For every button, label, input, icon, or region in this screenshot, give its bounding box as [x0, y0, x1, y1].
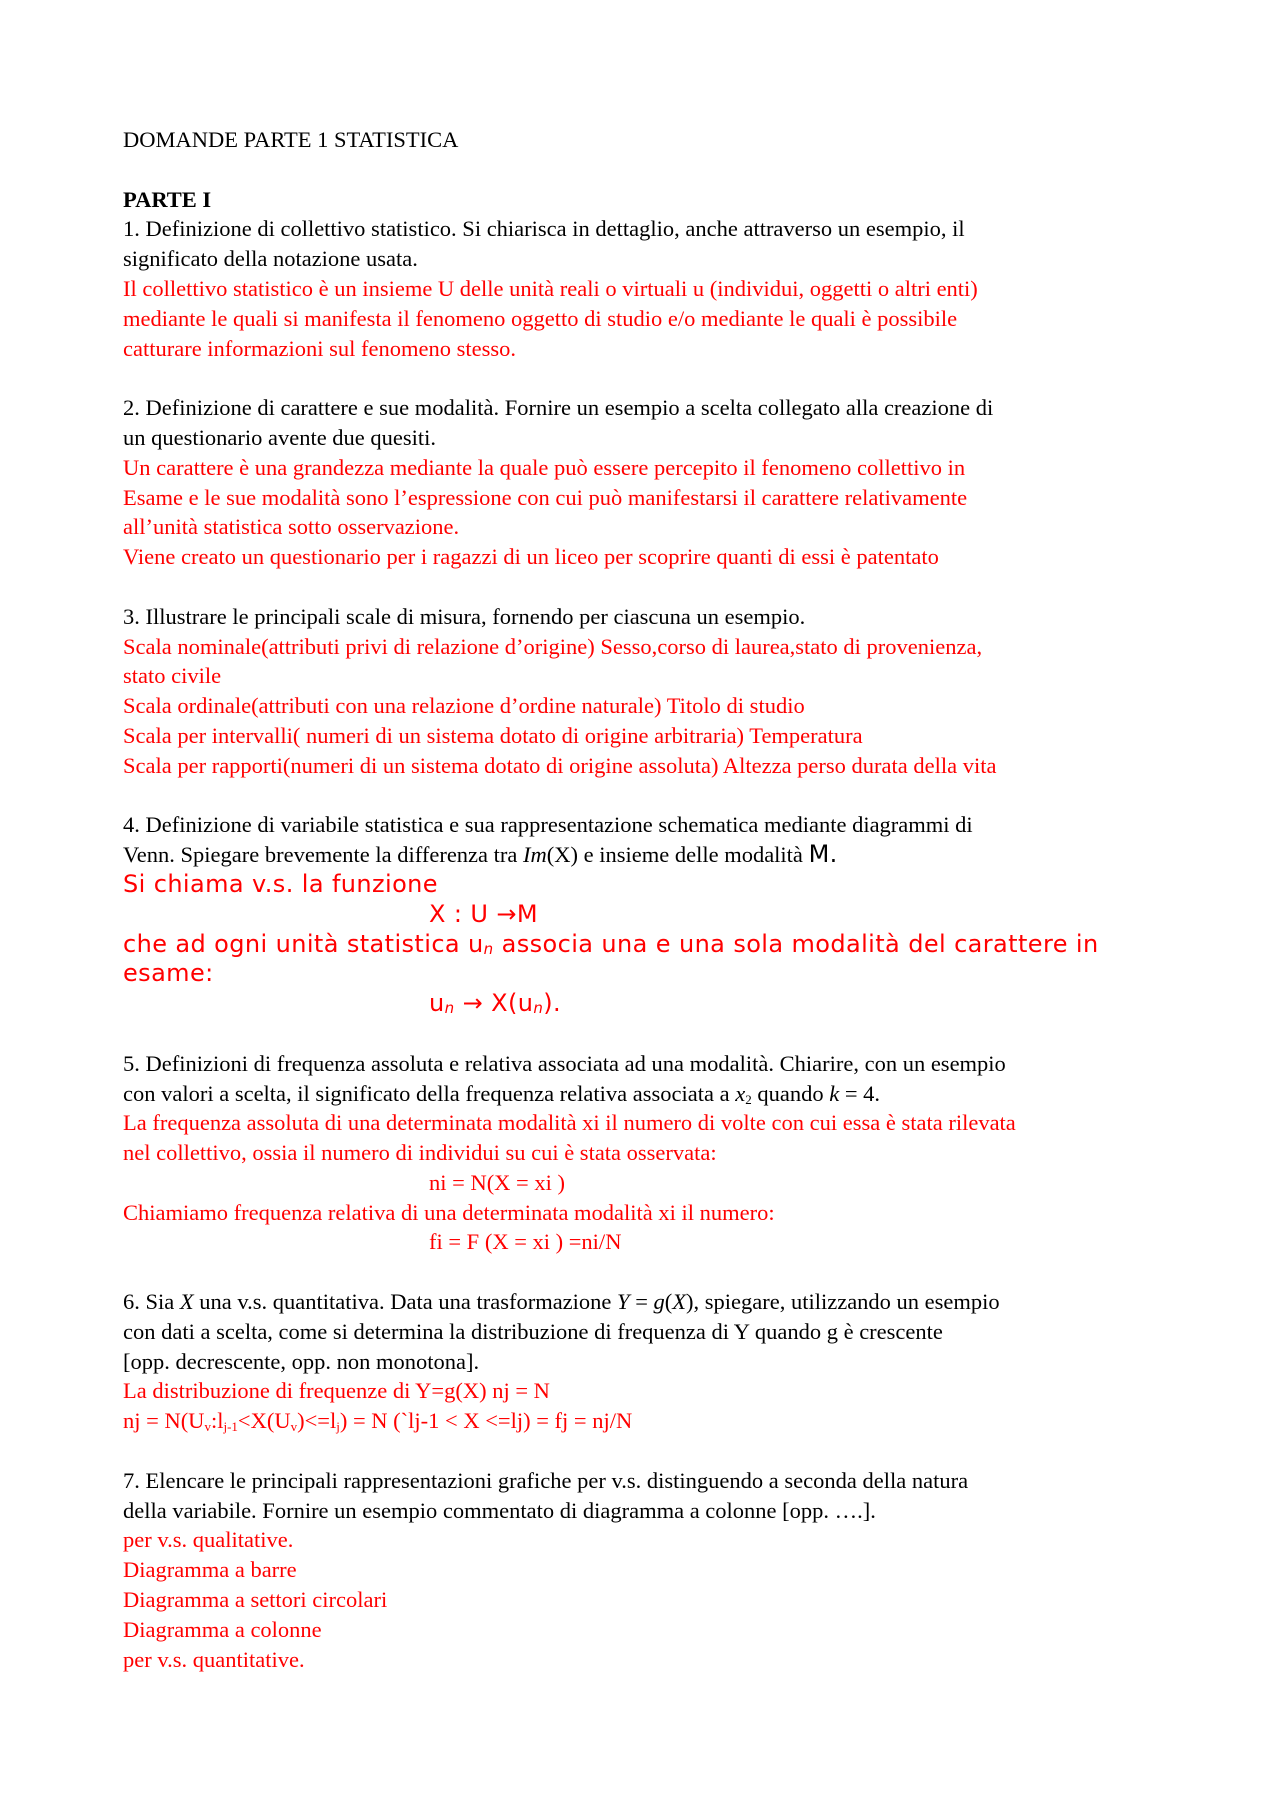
answer-text: Diagramma a colonne [123, 1616, 322, 1642]
subscript: j [336, 1419, 340, 1435]
spacer [123, 1257, 1193, 1287]
spacer [123, 781, 1193, 811]
text-run: associa una e una sola modalità del carattere in [493, 929, 1099, 958]
text-run: X [672, 1289, 687, 1315]
text-run: g [653, 1289, 665, 1315]
text-run: Venn. Spiegare brevemente la differenza tra [123, 842, 524, 868]
text-run: quando [751, 1080, 830, 1106]
question-4 [123, 810, 1193, 1019]
question-text: 1. Definizione di collettivo statistico. Si chiarisca in dettaglio, anche attraverso un esempio, il [123, 216, 965, 242]
answer-text: Il collettivo statistico è un insieme U delle unità reali o virtuali u (individui, oggetti o altri enti) [123, 275, 978, 301]
answer-text: esame: [123, 959, 214, 988]
answer-text: catturare informazioni sul fenomeno stesso. [123, 335, 517, 361]
answer-text: stato civile [123, 663, 222, 689]
answer-text: all’unità statistica sotto osservazione. [123, 514, 460, 540]
answer-text: mediante le quali si manifesta il fenomeno oggetto di studio e/o mediante le quali è possibile [123, 305, 958, 331]
text-run: Y [617, 1289, 630, 1315]
text-run: )<=l [297, 1408, 337, 1434]
answer-text: Scala per intervalli( numeri di un sistema dotato di origine arbitraria) Temperatura [123, 722, 863, 748]
text-run: = [629, 1289, 654, 1315]
text-run: ( [664, 1289, 673, 1315]
document-body [123, 125, 1193, 1674]
text-run: ) = N (`lj-1 < X <=lj) = fj = nj/N [339, 1408, 633, 1434]
subscript: j-1 [223, 1419, 238, 1435]
subscript: n [444, 999, 455, 1018]
question-5 [123, 1049, 1193, 1258]
question-text [123, 840, 1193, 870]
text-run: ). [543, 989, 562, 1018]
question-text [123, 1079, 1193, 1109]
subscript: n [533, 999, 544, 1018]
part-heading: PARTE I [123, 186, 212, 212]
answer-text: Scala per rapporti(numeri di un sistema dotato di origine assoluta) Altezza perso durata della vita [123, 752, 997, 778]
question-text: con dati a scelta, come si determina la distribuzione di frequenza di Y quando g è crescente [123, 1318, 943, 1344]
answer-text: per v.s. qualitative. [123, 1527, 294, 1553]
question-text: 7. Elencare le principali rappresentazioni grafiche per v.s. distinguendo a seconda della natura [123, 1467, 969, 1493]
spacer [123, 363, 1193, 393]
text-run: :l [210, 1408, 224, 1434]
formula: fi = F (X = xi ) =ni/N [429, 1229, 622, 1255]
question-3 [123, 602, 1193, 781]
formula: ni = N(X = xi ) [429, 1169, 565, 1195]
subscript: v [204, 1419, 211, 1435]
subscript: 2 [745, 1091, 752, 1107]
question-text: un questionario avente due quesiti. [123, 424, 437, 450]
spacer [123, 1436, 1193, 1466]
answer-text: Scala ordinale(attributi con una relazione d’ordine naturale) Titolo di studio [123, 693, 805, 719]
question-2 [123, 393, 1193, 572]
subscript: n [483, 939, 494, 958]
text-run: (X) e insieme delle modalità [546, 842, 809, 868]
question-6 [123, 1287, 1193, 1436]
question-text: 5. Definizioni di frequenza assoluta e relativa associata ad una modalità. Chiarire, con un esempio [123, 1050, 1006, 1076]
text-run: ), spiegare, utilizzando un esempio [686, 1289, 1000, 1315]
answer-text: Esame e le sue modalità sono l’espressione con cui può manifestarsi il carattere relativamente [123, 484, 968, 510]
text-run: 6. Sia [123, 1289, 180, 1315]
answer-text: Chiamiamo frequenza relativa di una determinata modalità xi il numero: [123, 1199, 775, 1225]
spacer [123, 155, 1193, 185]
question-text [123, 1287, 1193, 1317]
text-run: M. [808, 840, 838, 869]
document-title: DOMANDE PARTE 1 STATISTICA [123, 127, 459, 152]
text-run: X [179, 1289, 194, 1315]
text-run: u [429, 989, 445, 1018]
text-run: che ad ogni unità statistica u [123, 929, 484, 958]
subscript: v [290, 1419, 298, 1435]
answer-text [123, 1406, 1193, 1436]
question-text: [opp. decrescente, opp. non monotona]. [123, 1348, 480, 1374]
question-text: 3. Illustrare le principali scale di misura, fornendo per ciascuna un esempio. [123, 603, 806, 629]
answer-text [123, 930, 1193, 960]
answer-text: Diagramma a settori circolari [123, 1587, 388, 1613]
text-run: una v.s. quantitativa. Data una trasformazione [193, 1289, 618, 1315]
answer-text: Scala nominale(attributi privi di relazione d’origine) Sesso,corso di laurea,stato di provenienza, [123, 633, 983, 659]
question-text: 2. Definizione di carattere e sue modalità. Fornire un esempio a scelta collegato alla creazione di [123, 395, 994, 421]
answer-text: per v.s. quantitative. [123, 1646, 305, 1672]
text-run: → X(u [454, 989, 534, 1018]
answer-text: La frequenza assoluta di una determinata modalità xi il numero di volte con cui essa è stata rilevata [123, 1110, 1016, 1136]
spacer [123, 572, 1193, 602]
question-1 [123, 214, 1193, 363]
answer-text: La distribuzione di frequenze di Y=g(X) nj = N [123, 1378, 550, 1404]
answer-text: Diagramma a barre [123, 1557, 297, 1583]
answer-text: Si chiama v.s. la funzione [123, 869, 438, 898]
question-text: della variabile. Fornire un esempio commentato di diagramma a colonne [opp. ….]. [123, 1497, 876, 1523]
text-run: <X(U [237, 1408, 291, 1434]
text-run: nj = N(U [123, 1408, 205, 1434]
question-text: significato della notazione usata. [123, 246, 418, 272]
answer-text: Viene creato un questionario per i ragazzi di un liceo per scoprire quanti di essi è patentato [123, 544, 939, 570]
answer-text: nel collettivo, ossia il numero di individui su cui è stata osservata: [123, 1140, 717, 1166]
spacer [123, 1019, 1193, 1049]
formula: X : U →M [429, 899, 538, 928]
answer-text: Un carattere è una grandezza mediante la quale può essere percepito il fenomeno collettivo in [123, 454, 966, 480]
formula [123, 989, 1193, 1019]
text-run: con valori a scelta, il significato della frequenza relativa associata a [123, 1080, 736, 1106]
question-7 [123, 1466, 1193, 1675]
text-run: x [735, 1080, 746, 1106]
question-text: 4. Definizione di variabile statistica e sua rappresentazione schematica mediante diagrammi di [123, 812, 973, 838]
text-run: Im [523, 842, 547, 868]
text-run: k [829, 1080, 840, 1106]
text-run: = 4. [839, 1080, 881, 1106]
